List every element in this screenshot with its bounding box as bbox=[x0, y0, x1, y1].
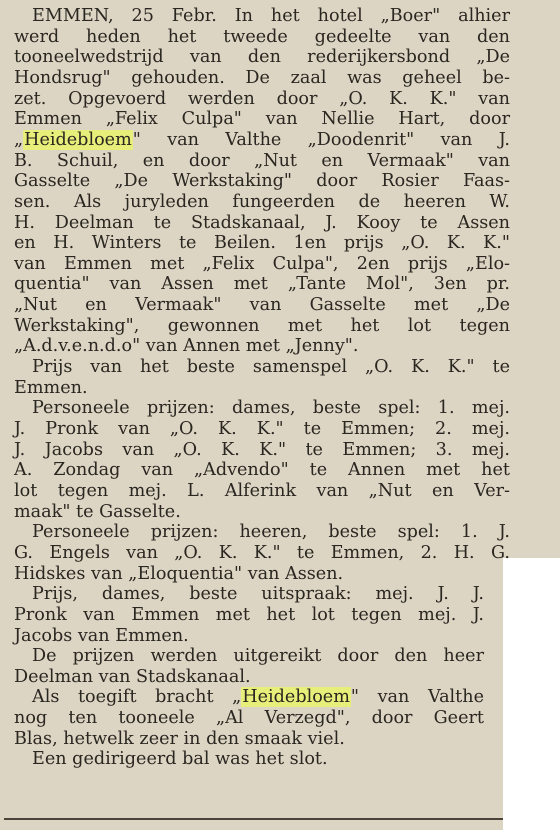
text-line: J. Jacobs van „O. K. K." te Emmen; 3. mej. bbox=[14, 439, 510, 460]
text-line: tooneelwedstrijd van den rederijkersbond „De bbox=[14, 47, 510, 68]
search-highlight: Heidebloem bbox=[24, 129, 132, 150]
text-line: Prijs van het beste samenspel „O. K. K." te bbox=[32, 357, 510, 378]
text-line: lot tegen mej. L. Alferink van „Nut en Ver- bbox=[14, 480, 510, 501]
text-line: quentia" van Assen met „Tante Mol", 3en pr. bbox=[14, 274, 510, 295]
text-line: Emmen. bbox=[14, 377, 88, 398]
text-line: Deelman van Stadskanaal. bbox=[14, 666, 251, 687]
text-line: Blas, hetwelk zeer in den smaak viel. bbox=[14, 728, 345, 749]
text-line: Pronk van Emmen met het lot tegen mej. J. bbox=[14, 604, 484, 625]
text-line: werd heden het tweede gedeelte van den bbox=[14, 26, 510, 47]
text-line: nog ten tooneele „Al Verzegd", door Geert bbox=[14, 708, 484, 729]
text-line: Als toegift bracht „Heidebloem" van Valthe bbox=[32, 687, 484, 708]
text-line: J. Pronk van „O. K. K." te Emmen; 2. mej. bbox=[14, 419, 510, 439]
text-line: sen. Als juryleden fungeerden de heeren W. bbox=[14, 191, 510, 212]
text-line: maak" te Gasselte. bbox=[14, 501, 181, 522]
text-line: Werkstaking", gewonnen met het lot tegen bbox=[14, 315, 510, 336]
text-line: Personeele prijzen: heeren, beste spel: 1. J. bbox=[32, 522, 510, 543]
search-highlight: Heidebloem bbox=[242, 687, 350, 708]
text-line: „A.d.v.e.n.d.o" van Annen met „Jenny". bbox=[14, 336, 359, 357]
text-line: en H. Winters te Beilen. 1en prijs „O. K. K." bbox=[14, 233, 510, 254]
text-line: Hondsrug" gehouden. De zaal was geheel be- bbox=[14, 67, 510, 88]
text-line: De prijzen werden uitgereikt door den heer bbox=[32, 646, 484, 667]
text-line: Personeele prijzen: dames, beste spel: 1. mej. bbox=[32, 398, 510, 419]
text-line: A. Zondag van „Advendo" te Annen met het bbox=[14, 460, 510, 481]
text-line: EMMEN, 25 Febr. In het hotel „Boer" alhier bbox=[32, 6, 510, 26]
text-line: „Nut en Vermaak" van Gasselte met „De bbox=[14, 295, 510, 316]
text-line: B. Schuil, en door „Nut en Vermaak" van bbox=[14, 150, 510, 171]
column-end-rule bbox=[4, 818, 503, 820]
text-line: Hidskes van „Eloquentia" van Assen. bbox=[14, 563, 344, 584]
text-line: H. Deelman te Stadskanaal, J. Kooy te Assen bbox=[14, 212, 510, 233]
text-line: van Emmen met „Felix Culpa", 2en prijs „Elo- bbox=[14, 253, 510, 274]
text-line: „Heidebloem" van Valthe „Doodenrit" van J. bbox=[14, 129, 510, 150]
text-line: G. Engels van „O. K. K." te Emmen, 2. H. G. bbox=[14, 542, 510, 563]
text-line: Prijs, dames, beste uitspraak: mej. J. J. bbox=[32, 584, 484, 605]
text-line: Gasselte „De Werkstaking" door Rosier Faas- bbox=[14, 171, 510, 192]
text-line: Een gedirigeerd bal was het slot. bbox=[32, 749, 328, 770]
text-line: Emmen „Felix Culpa" van Nellie Hart, door bbox=[14, 109, 510, 130]
text-line: Jacobs van Emmen. bbox=[14, 625, 189, 646]
text-line: zet. Opgevoerd werden door „O. K. K." van bbox=[14, 88, 510, 109]
